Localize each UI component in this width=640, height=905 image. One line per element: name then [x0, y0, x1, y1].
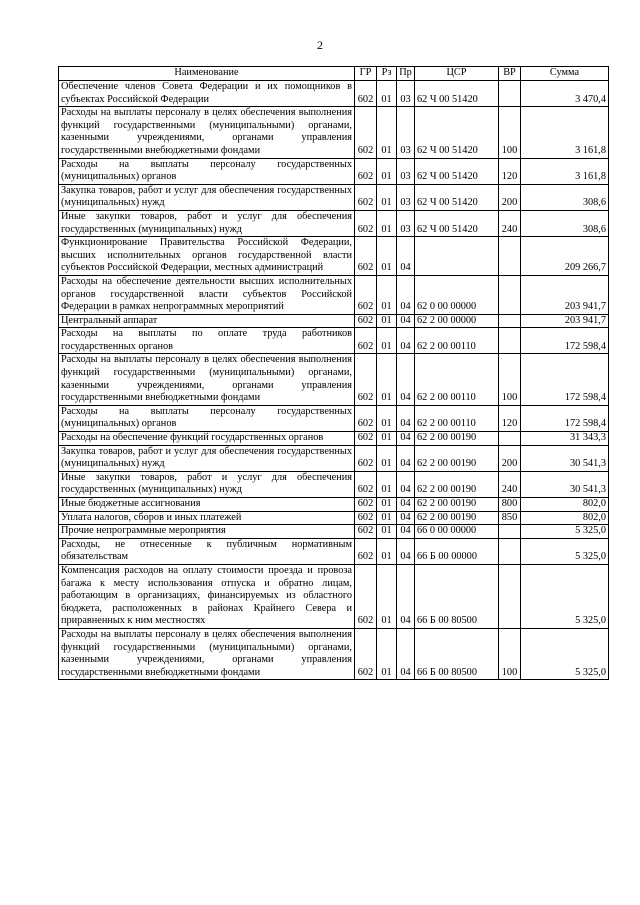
- cell-vr: 200: [499, 184, 521, 210]
- cell-pr: 04: [397, 538, 415, 564]
- cell-sum: 209 266,7: [521, 237, 609, 276]
- cell-name: [59, 445, 355, 471]
- cell-name: [59, 498, 355, 512]
- cell-rz: 01: [377, 184, 397, 210]
- table-row: [59, 445, 609, 471]
- cell-name-text: Расходы на выплаты по оплате труда работников государственных органов: [61, 328, 352, 352]
- cell-sum: 308,6: [521, 184, 609, 210]
- cell-name-text: Расходы на обеспечение функций государственных органов: [61, 432, 324, 444]
- cell-pr: 04: [397, 498, 415, 512]
- cell-gr: 602: [355, 628, 377, 679]
- cell-name-text: Расходы, не отнесенные к публичным нормативным обязательствам: [61, 538, 352, 563]
- cell-gr: 602: [355, 354, 377, 405]
- cell-pr: 04: [397, 511, 415, 525]
- cell-rz: 01: [377, 445, 397, 471]
- cell-csr: 62 Ч 00 51420: [415, 81, 499, 107]
- cell-sum: 31 343,3: [521, 432, 609, 446]
- cell-csr: 62 2 00 00190: [415, 471, 499, 497]
- cell-pr: 04: [397, 445, 415, 471]
- cell-pr: 04: [397, 525, 415, 539]
- cell-name: [59, 511, 355, 525]
- cell-sum: 5 325,0: [521, 525, 609, 539]
- table-row: [59, 498, 609, 512]
- table-row: [59, 432, 609, 446]
- table-row: [59, 525, 609, 539]
- table-row: [59, 564, 609, 628]
- cell-name-text: Закупка товаров, работ и услуг для обеспечения государственных (муниципальных) нужд: [61, 184, 352, 209]
- cell-pr: 04: [397, 405, 415, 431]
- cell-pr: 04: [397, 432, 415, 446]
- header-gr: ГР: [355, 67, 377, 81]
- cell-gr: 602: [355, 471, 377, 497]
- cell-name-text: Расходы на выплаты персоналу государственных (муниципальных) органов: [61, 158, 352, 183]
- cell-csr: 62 2 00 00190: [415, 445, 499, 471]
- cell-vr: [499, 328, 521, 354]
- cell-name: [59, 564, 355, 628]
- table-row: [59, 628, 609, 679]
- cell-pr: 04: [397, 314, 415, 328]
- cell-name: [59, 328, 355, 354]
- cell-name: [59, 184, 355, 210]
- cell-sum: 3 161,8: [521, 158, 609, 184]
- cell-rz: 01: [377, 511, 397, 525]
- cell-pr: 04: [397, 328, 415, 354]
- cell-rz: 01: [377, 628, 397, 679]
- cell-csr: 62 2 00 00190: [415, 511, 499, 525]
- table-row: [59, 405, 609, 431]
- cell-name: [59, 275, 355, 314]
- cell-gr: 602: [355, 405, 377, 431]
- cell-csr: 66 Б 00 80500: [415, 564, 499, 628]
- cell-rz: 01: [377, 432, 397, 446]
- cell-sum: 802,0: [521, 511, 609, 525]
- cell-gr: 602: [355, 538, 377, 564]
- cell-sum: 3 161,8: [521, 107, 609, 158]
- cell-gr: 602: [355, 328, 377, 354]
- cell-sum: 3 470,4: [521, 81, 609, 107]
- cell-gr: 602: [355, 81, 377, 107]
- cell-name: [59, 107, 355, 158]
- cell-csr: 62 2 00 00110: [415, 354, 499, 405]
- cell-name-text: Обеспечение членов Совета Федерации и их помощников в субъектах Российской Федерации: [61, 81, 352, 105]
- cell-pr: 03: [397, 184, 415, 210]
- cell-vr: 120: [499, 158, 521, 184]
- table-row: [59, 184, 609, 210]
- header-csr: ЦСР: [415, 67, 499, 81]
- table-row: [59, 107, 609, 158]
- cell-rz: 01: [377, 564, 397, 628]
- cell-vr: 240: [499, 471, 521, 497]
- cell-name-text: Иные бюджетные ассигнования: [61, 498, 201, 509]
- header-name: Наименование: [59, 67, 355, 81]
- cell-vr: 850: [499, 511, 521, 525]
- cell-csr: 62 Ч 00 51420: [415, 158, 499, 184]
- cell-rz: 01: [377, 471, 397, 497]
- cell-csr: 62 2 00 00000: [415, 314, 499, 328]
- cell-gr: 602: [355, 107, 377, 158]
- cell-name: [59, 210, 355, 236]
- cell-gr: 602: [355, 498, 377, 512]
- cell-name-text: Прочие непрограммные мероприятия: [61, 525, 226, 537]
- cell-gr: 602: [355, 432, 377, 446]
- cell-name-text: Функционирование Правительства Российской Федерации, высших исполнительных органов государственной власти субъектов Российской Федерации, местных администраций: [61, 237, 352, 274]
- cell-sum: 802,0: [521, 498, 609, 512]
- cell-name-text: Расходы на выплаты персоналу в целях обеспечения выполнения функций государственными (муниципальными) органами, казенными учреждениями, органами управления государственными внебюджетными фондами: [61, 628, 352, 678]
- cell-pr: 04: [397, 628, 415, 679]
- cell-name: [59, 432, 355, 446]
- cell-rz: 01: [377, 328, 397, 354]
- budget-table: [58, 66, 609, 680]
- cell-vr: [499, 275, 521, 314]
- cell-pr: 03: [397, 107, 415, 158]
- cell-name-text: Закупка товаров, работ и услуг для обеспечения государственных (муниципальных) нужд: [61, 445, 352, 470]
- table-row: [59, 538, 609, 564]
- cell-name: [59, 81, 355, 107]
- cell-csr: 62 2 00 00110: [415, 405, 499, 431]
- cell-sum: 5 325,0: [521, 628, 609, 679]
- cell-csr: 62 2 00 00110: [415, 328, 499, 354]
- cell-name: [59, 158, 355, 184]
- cell-name: [59, 471, 355, 497]
- table-body: [59, 81, 609, 680]
- cell-vr: 240: [499, 210, 521, 236]
- cell-csr: 62 2 00 00190: [415, 432, 499, 446]
- cell-name-text: Расходы на обеспечение деятельности высших исполнительных органов государственной власти субъектов Российской Федерации в рамках непрограммных мероприятий: [61, 275, 352, 313]
- table-row: [59, 275, 609, 314]
- cell-csr: 62 Ч 00 51420: [415, 107, 499, 158]
- cell-name-text: Расходы на выплаты персоналу государственных (муниципальных) органов: [61, 405, 352, 430]
- page-number: 2: [317, 38, 323, 52]
- cell-sum: 203 941,7: [521, 314, 609, 328]
- cell-csr: 62 Ч 00 51420: [415, 210, 499, 236]
- cell-rz: 01: [377, 275, 397, 314]
- cell-name: [59, 314, 355, 328]
- cell-gr: 602: [355, 564, 377, 628]
- cell-gr: 602: [355, 158, 377, 184]
- header-pr: Пр: [397, 67, 415, 81]
- cell-name-text: Расходы на выплаты персоналу в целях обеспечения выполнения функций государственными (муниципальными) органами, казенными учреждениями, органами управления государственными внебюджетными фондами: [61, 107, 352, 156]
- cell-rz: 01: [377, 525, 397, 539]
- cell-sum: 203 941,7: [521, 275, 609, 314]
- cell-rz: 01: [377, 210, 397, 236]
- cell-name: [59, 538, 355, 564]
- cell-pr: 04: [397, 237, 415, 276]
- table-row: [59, 314, 609, 328]
- cell-csr: 66 Б 00 80500: [415, 628, 499, 679]
- cell-name: [59, 525, 355, 539]
- cell-gr: 602: [355, 445, 377, 471]
- table-row: [59, 328, 609, 354]
- table-row: [59, 81, 609, 107]
- cell-vr: [499, 237, 521, 276]
- cell-csr: [415, 237, 499, 276]
- table-row: [59, 511, 609, 525]
- cell-gr: 602: [355, 511, 377, 525]
- cell-vr: [499, 81, 521, 107]
- table-row: [59, 354, 609, 405]
- cell-vr: 100: [499, 354, 521, 405]
- cell-csr: 66 Б 00 00000: [415, 538, 499, 564]
- table-header-row: [59, 67, 609, 81]
- cell-rz: 01: [377, 498, 397, 512]
- cell-csr: 62 2 00 00190: [415, 498, 499, 512]
- cell-csr: 62 Ч 00 51420: [415, 184, 499, 210]
- cell-name-text: Центральный аппарат: [61, 314, 158, 326]
- cell-sum: 172 598,4: [521, 354, 609, 405]
- cell-sum: 308,6: [521, 210, 609, 236]
- cell-pr: 04: [397, 275, 415, 314]
- cell-vr: 200: [499, 445, 521, 471]
- cell-name-text: Расходы на выплаты персоналу в целях обеспечения выполнения функций государственными (муниципальными) органами, казенными учреждениями, органами управления государственными внебюджетными фондами: [61, 354, 352, 404]
- table-row: [59, 237, 609, 276]
- cell-name: [59, 405, 355, 431]
- cell-rz: 01: [377, 405, 397, 431]
- cell-rz: 01: [377, 158, 397, 184]
- cell-gr: 602: [355, 525, 377, 539]
- table-row: [59, 210, 609, 236]
- cell-csr: 66 0 00 00000: [415, 525, 499, 539]
- cell-sum: 30 541,3: [521, 445, 609, 471]
- cell-sum: 30 541,3: [521, 471, 609, 497]
- cell-gr: 602: [355, 237, 377, 276]
- cell-sum: 172 598,4: [521, 405, 609, 431]
- cell-name-text: Иные закупки товаров, работ и услуг для обеспечения государственных (муниципальных) нужд: [61, 210, 352, 235]
- cell-sum: 172 598,4: [521, 328, 609, 354]
- cell-sum: 5 325,0: [521, 538, 609, 564]
- cell-pr: 03: [397, 210, 415, 236]
- header-sum: Сумма: [521, 67, 609, 81]
- cell-pr: 04: [397, 564, 415, 628]
- cell-pr: 03: [397, 81, 415, 107]
- header-rz: Рз: [377, 67, 397, 81]
- cell-name: [59, 354, 355, 405]
- cell-gr: 602: [355, 184, 377, 210]
- cell-gr: 602: [355, 275, 377, 314]
- cell-sum: 5 325,0: [521, 564, 609, 628]
- cell-vr: [499, 432, 521, 446]
- cell-rz: 01: [377, 538, 397, 564]
- header-vr: ВР: [499, 67, 521, 81]
- cell-rz: 01: [377, 314, 397, 328]
- cell-rz: 01: [377, 237, 397, 276]
- cell-vr: 100: [499, 628, 521, 679]
- cell-gr: 602: [355, 314, 377, 328]
- cell-vr: 800: [499, 498, 521, 512]
- cell-name: [59, 628, 355, 679]
- cell-vr: 100: [499, 107, 521, 158]
- table-row: [59, 158, 609, 184]
- table-row: [59, 471, 609, 497]
- cell-csr: 62 0 00 00000: [415, 275, 499, 314]
- cell-gr: 602: [355, 210, 377, 236]
- cell-pr: 04: [397, 471, 415, 497]
- cell-rz: 01: [377, 81, 397, 107]
- cell-vr: [499, 564, 521, 628]
- cell-name-text: Иные закупки товаров, работ и услуг для обеспечения государственных (муниципальных) нужд: [61, 471, 352, 496]
- cell-name-text: Компенсация расходов на оплату стоимости проезда и провоза багажа к месту использования отпуска и обратно лицам, работающим в организациях, финансируемых из областного бюджета, расположенных в районах Крайнего Севера и приравненных к ним местностях: [61, 564, 352, 627]
- cell-name: [59, 237, 355, 276]
- cell-vr: [499, 525, 521, 539]
- cell-name-text: Уплата налогов, сборов и иных платежей: [61, 511, 242, 523]
- cell-rz: 01: [377, 107, 397, 158]
- cell-rz: 01: [377, 354, 397, 405]
- cell-vr: [499, 314, 521, 328]
- cell-vr: 120: [499, 405, 521, 431]
- cell-vr: [499, 538, 521, 564]
- cell-pr: 04: [397, 354, 415, 405]
- cell-pr: 03: [397, 158, 415, 184]
